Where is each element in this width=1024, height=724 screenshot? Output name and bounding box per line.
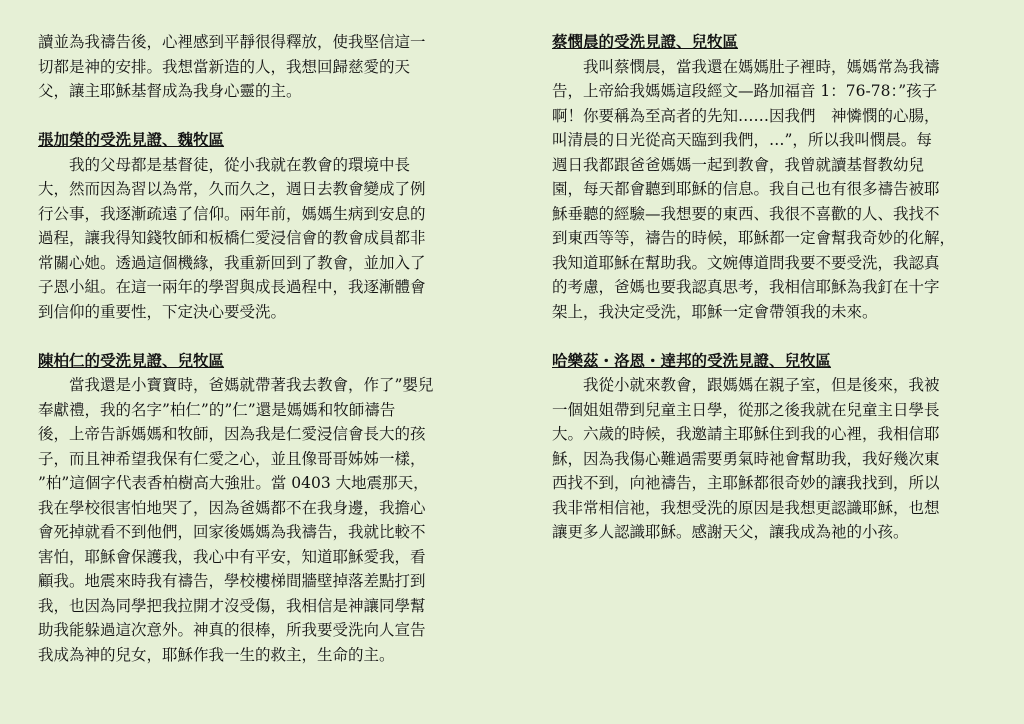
text-line: 我，也因為同學把我拉開才沒受傷，我相信是神讓同學幫 <box>38 596 426 615</box>
spacer <box>552 324 996 349</box>
text-line: 過程，讓我得知錢牧師和板橋仁愛浸信會的教會成員都非 <box>38 229 426 247</box>
testimony-paragraph <box>552 55 996 325</box>
testimony-paragraph <box>38 153 490 325</box>
testimony-paragraph <box>38 373 490 667</box>
text-line: 告，上帝給我媽媽這段經文—路加福音 1：76-78：”孩子 <box>552 82 938 100</box>
spacer <box>38 324 490 349</box>
text-line: 常關心她。透過這個機緣，我重新回到了教會，並加入了 <box>38 253 426 272</box>
text-line: 子，而且神希望我保有仁愛之心，並且像哥哥姊姊一樣， <box>38 449 426 468</box>
text-line: 我非常相信祂，我想受洗的原因是我想更認識耶穌，也想 <box>552 498 940 517</box>
text-line: 行公事，我逐漸疏遠了信仰。兩年前，媽媽生病到安息的 <box>38 204 426 223</box>
text-line: 架上，我決定受洗，耶穌一定會帶領我的未來。 <box>552 302 878 321</box>
text-line: 我從小就來教會，跟媽媽在親子室，但是後來，我被 <box>552 376 940 394</box>
text-line: 父，讓主耶穌基督成為我身心靈的主。 <box>38 82 302 100</box>
text-line: 助我能躲過這次意外。神真的很棒，所我要受洗向人宣告 <box>38 621 426 639</box>
text-line: 大，然而因為習以為常，久而久之，週日去教會變成了例 <box>38 180 426 198</box>
spacer <box>38 104 490 129</box>
text-line: 當我還是小寶寶時，爸媽就帶著我去教會，作了”嬰兒 <box>38 376 434 394</box>
text-line: 我的父母都是基督徒，從小我就在教會的環境中長 <box>38 155 411 174</box>
section-heading: 張加榮的受洗見證、魏牧區 <box>38 130 225 149</box>
text-line: 我成為神的兒女，耶穌作我一生的救主，生命的主。 <box>38 645 395 664</box>
text-line: 穌，因為我傷心難過需要勇氣時祂會幫助我，我好幾次東 <box>552 449 940 468</box>
section-heading: 蔡憫晨的受洗見證、兒牧區 <box>552 32 739 51</box>
text-line: 害怕，耶穌會保護我，我心中有平安，知道耶穌愛我，看 <box>38 547 426 566</box>
section-heading: 陳柏仁的受洗見證、兒牧區 <box>38 350 225 370</box>
text-line: 西找不到，向祂禱告，主耶穌都很奇妙的讓我找到，所以 <box>552 474 940 492</box>
text-line: 奉獻禮，我的名字”柏仁”的”仁”還是媽媽和牧師禱告 <box>38 400 396 419</box>
text-line: 顧我。地震來時我有禱告，學校樓梯間牆壁掉落差點打到 <box>38 572 426 590</box>
text-line: 讀並為我禱告後，心裡感到平靜很得釋放，使我堅信這一 <box>38 33 426 51</box>
intro-paragraph <box>38 30 490 104</box>
text-line: 子恩小組。在這一兩年的學習與成長過程中，我逐漸體會 <box>38 278 426 296</box>
text-line: 啊！你要稱為至高者的先知……因我們 神憐憫的心腸， <box>552 106 940 125</box>
text-line: 我在學校很害怕地哭了，因為爸媽都不在我身邊，我擔心 <box>38 498 426 517</box>
text-line: 大。六歲的時候，我邀請主耶穌住到我的心裡，我相信耶 <box>552 425 940 443</box>
text-line: 到東西等等，禱告的時候，耶穌都一定會幫我奇妙的化解， <box>552 229 956 247</box>
text-line: 園，每天都會聽到耶穌的信息。我自己也有很多禱告被耶 <box>552 180 940 198</box>
left-column <box>38 30 490 667</box>
text-line: 我叫蔡憫晨，當我還在媽媽肚子裡時，媽媽常為我禱 <box>552 57 940 76</box>
section-heading: 哈樂茲・洛恩・達邦的受洗見證、兒牧區 <box>552 350 832 370</box>
text-line: 讓更多人認識耶穌。感謝天父，讓我成為祂的小孩。 <box>552 523 909 541</box>
text-line: 一個姐姐帶到兒童主日學，從那之後我就在兒童主日學長 <box>552 400 940 419</box>
text-line: 到信仰的重要性，下定決心要受洗。 <box>38 302 287 321</box>
text-line: 切都是神的安排。我想當新造的人，我想回歸慈愛的天 <box>38 57 411 76</box>
text-line: 穌垂聽的經驗—我想要的東西、我很不喜歡的人、我找不 <box>552 204 940 223</box>
testimony-paragraph <box>552 373 996 545</box>
text-line: 叫清晨的日光從高天臨到我們，…”，所以我叫憫晨。每 <box>552 131 932 149</box>
text-line: ”柏”這個字代表香柏樹高大強壯。當 0403 大地震那天， <box>38 474 429 492</box>
text-line: 的考慮，爸媽也要我認真思考，我相信耶穌為我釘在十字 <box>552 278 940 296</box>
right-column <box>552 30 996 545</box>
text-line: 週日我都跟爸爸媽媽一起到教會，我曾就讀基督教幼兒 <box>552 155 925 174</box>
text-line: 我知道耶穌在幫助我。文婉傳道問我要不要受洗，我認真 <box>552 253 940 272</box>
text-line: 後，上帝告訴媽媽和牧師，因為我是仁愛浸信會長大的孩 <box>38 425 426 443</box>
text-line: 會死掉就看不到他們，回家後媽媽為我禱告，我就比較不 <box>38 523 426 541</box>
